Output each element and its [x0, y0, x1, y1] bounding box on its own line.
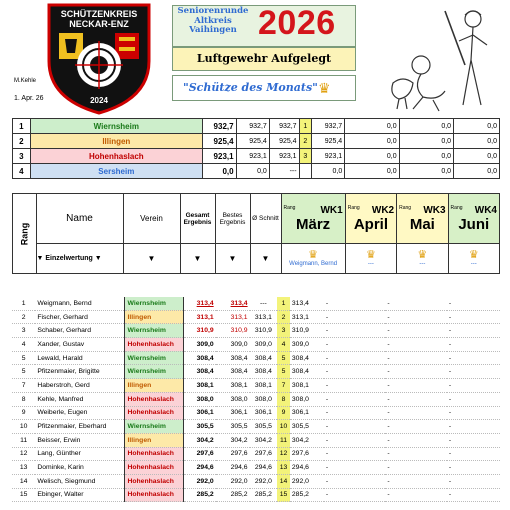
wk2-cell: - — [324, 406, 386, 420]
shooter-name: Ebinger, Walter — [35, 488, 125, 502]
best-cell: 308,0 — [216, 392, 250, 406]
table-row — [12, 461, 500, 475]
total-cell: 304,2 — [183, 433, 215, 447]
wk-rank-cell: 2 — [277, 310, 290, 324]
team-best: 923,1 — [236, 149, 269, 164]
title-line-3: Vaihingen — [189, 25, 237, 35]
best-cell: 306,1 — [216, 406, 250, 420]
year-label: 2026 — [258, 4, 336, 42]
wk-rank-cell: 11 — [277, 433, 290, 447]
wk2-cell: - — [324, 420, 386, 434]
shooter-name: Lewald, Harald — [35, 351, 125, 365]
table-row — [12, 351, 500, 365]
wk-rang-label: Rang — [347, 204, 360, 211]
avg-cell: 308,4 — [250, 365, 278, 379]
shooter-name: Schaber, Gerhard — [35, 324, 125, 338]
shooter-name: Lang, Günther — [35, 447, 125, 461]
club-cell: Hohenhaslach — [125, 392, 183, 406]
wk1-cell: 304,2 — [290, 433, 324, 447]
wk-winner-name: --- — [419, 260, 426, 267]
team-name: Illingen — [30, 134, 202, 149]
best-cell: 313,4 — [216, 297, 250, 310]
wk3-cell: - — [385, 310, 447, 324]
club-cell: Wiernsheim — [125, 297, 183, 310]
team-rank: 2 — [13, 134, 31, 149]
total-cell: 308,0 — [183, 392, 215, 406]
wk4-cell: - — [447, 447, 500, 461]
table-row — [12, 488, 500, 502]
team-best: 925,4 — [236, 134, 269, 149]
avg-cell: 285,2 — [250, 488, 278, 502]
gesamt-sort-arrow[interactable]: ▼ — [180, 244, 215, 274]
club-cell: Wiernsheim — [125, 324, 183, 338]
crown-icon: ♛ — [318, 80, 331, 96]
avg-cell: 294,6 — [250, 461, 278, 475]
best-cell: 297,6 — [216, 447, 250, 461]
total-cell: 285,2 — [183, 488, 215, 502]
logo-year: 2024 — [90, 96, 108, 105]
wk2-cell: - — [324, 488, 386, 502]
wk-rank-cell: 15 — [277, 488, 290, 502]
team-total: 925,4 — [203, 134, 237, 149]
bestes-header: Bestes Ergebnis — [215, 194, 250, 244]
bestes-sort-arrow[interactable]: ▼ — [215, 244, 250, 274]
wk4-winner — [448, 244, 499, 274]
table-row — [12, 447, 500, 461]
wk4-cell: - — [447, 474, 500, 488]
wk1-cell: 292,0 — [290, 474, 324, 488]
wk-rank-cell: 8 — [277, 392, 290, 406]
best-cell: 310,9 — [216, 324, 250, 338]
total-cell: 313,4 — [183, 297, 215, 310]
seniors-illustration — [383, 5, 503, 115]
shooter-name: Pfitzenmaier, Eberhard — [35, 420, 125, 434]
wk1-cell: 313,1 — [290, 310, 324, 324]
table-row — [12, 433, 500, 447]
table-row — [12, 365, 500, 379]
wk3-cell: - — [385, 297, 447, 310]
wk-month: Juni — [458, 215, 490, 233]
table-row — [12, 420, 500, 434]
crown-icon: ♛ — [417, 248, 428, 261]
team-rank: 4 — [13, 164, 31, 179]
avg-cell: --- — [250, 297, 278, 310]
table-row — [12, 324, 500, 338]
club-cell: Hohenhaslach — [125, 474, 183, 488]
avg-cell: 308,0 — [250, 392, 278, 406]
avg-cell: 304,2 — [250, 433, 278, 447]
wk4-cell: - — [447, 433, 500, 447]
individual-header — [12, 193, 500, 274]
wk1-header — [281, 194, 345, 244]
team-rank: 1 — [13, 119, 31, 134]
total-cell: 305,5 — [183, 420, 215, 434]
club-cell: Wiernsheim — [125, 351, 183, 365]
team-wk1: 932,7 — [312, 119, 345, 134]
wk4-cell: - — [447, 488, 500, 502]
best-cell: 304,2 — [216, 433, 250, 447]
rank-cell: 3 — [12, 324, 35, 338]
table-row — [12, 392, 500, 406]
date-label: 1. Apr. 26 — [14, 95, 44, 102]
discipline-label: Luftgewehr Aufgelegt — [196, 52, 332, 65]
wk4-cell: - — [447, 351, 500, 365]
author-label: M.Kehle — [14, 78, 37, 84]
rank-cell: 8 — [12, 392, 35, 406]
avg-cell: 297,6 — [250, 447, 278, 461]
wk4-cell: - — [447, 324, 500, 338]
crown-icon: ♛ — [308, 248, 319, 261]
shooter-name: Welisch, Siegmund — [35, 474, 125, 488]
table-row — [12, 379, 500, 393]
avg-cell: 306,1 — [250, 406, 278, 420]
wk2-cell: - — [324, 297, 386, 310]
team-avg: --- — [269, 164, 299, 179]
title-line-1: Seniorenrunde — [177, 6, 249, 16]
club-cell: Illingen — [125, 310, 183, 324]
wk2-cell: - — [324, 433, 386, 447]
shooter-name: Xander, Gustav — [35, 338, 125, 352]
wk-rang-label: Rang — [450, 204, 463, 211]
rank-cell: 5 — [12, 365, 35, 379]
avg-cell: 310,9 — [250, 324, 278, 338]
team-wk2: 0,0 — [345, 149, 399, 164]
team-avg: 923,1 — [269, 149, 299, 164]
rank-cell: 9 — [12, 406, 35, 420]
team-wk-rank: 3 — [299, 149, 311, 164]
rank-cell: 15 — [12, 488, 35, 502]
wk3-cell: - — [385, 365, 447, 379]
rank-cell: 4 — [12, 338, 35, 352]
table-row — [12, 406, 500, 420]
wk2-cell: - — [324, 392, 386, 406]
table-row — [12, 310, 500, 324]
total-cell: 308,1 — [183, 379, 215, 393]
wk-month: April — [353, 215, 388, 233]
wk1-cell: 308,4 — [290, 365, 324, 379]
best-cell: 294,6 — [216, 461, 250, 475]
wk3-cell: - — [385, 324, 447, 338]
rank-cell: 2 — [12, 310, 35, 324]
wk4-cell: - — [447, 461, 500, 475]
wk2-cell: - — [324, 474, 386, 488]
avg-cell: 313,1 — [250, 310, 278, 324]
club-cell: Wiernsheim — [125, 420, 183, 434]
rang-header: Rang — [13, 194, 37, 274]
team-standings-table — [12, 118, 500, 179]
best-cell: 285,2 — [216, 488, 250, 502]
total-cell: 308,4 — [183, 351, 215, 365]
team-name: Sersheim — [30, 164, 202, 179]
wk-rank-cell: 10 — [277, 420, 290, 434]
team-wk4: 0,0 — [454, 119, 500, 134]
verein-header: Verein — [123, 194, 180, 244]
club-cell: Wiernsheim — [125, 365, 183, 379]
wk3-cell: - — [385, 406, 447, 420]
schnitt-sort-arrow[interactable]: ▼ — [250, 244, 281, 274]
shooter-name: Kehle, Manfred — [35, 392, 125, 406]
avg-cell: 292,0 — [250, 474, 278, 488]
wk-label: WK1 — [320, 204, 343, 216]
wk4-cell: - — [447, 379, 500, 393]
wk-rank-cell: 7 — [277, 379, 290, 393]
rank-cell: 14 — [12, 474, 35, 488]
team-name: Hohenhaslach — [30, 149, 202, 164]
avg-cell: 309,0 — [250, 338, 278, 352]
crown-icon: ♛ — [365, 248, 376, 261]
table-row — [12, 338, 500, 352]
wk-rang-label: Rang — [283, 204, 296, 211]
club-logo — [45, 3, 153, 115]
avg-cell: 308,1 — [250, 379, 278, 393]
best-cell: 313,1 — [216, 310, 250, 324]
wk-month: Mai — [409, 215, 435, 233]
best-cell: 308,1 — [216, 379, 250, 393]
wk4-cell: - — [447, 420, 500, 434]
wk3-header — [397, 194, 448, 244]
wk1-winner — [281, 244, 345, 274]
wk-winner-name: --- — [470, 260, 477, 267]
avg-cell: 305,5 — [250, 420, 278, 434]
wk3-cell: - — [385, 461, 447, 475]
logo-text-mid: NECKAR-ENZ — [69, 19, 129, 29]
team-row — [13, 119, 500, 134]
wk3-cell: - — [385, 420, 447, 434]
shooter-name: Weiberle, Eugen — [35, 406, 125, 420]
wk1-cell: 308,4 — [290, 351, 324, 365]
wk4-cell: - — [447, 365, 500, 379]
wk-rank-cell: 14 — [277, 474, 290, 488]
best-cell: 292,0 — [216, 474, 250, 488]
best-cell: 305,5 — [216, 420, 250, 434]
crown-icon: ♛ — [468, 248, 479, 261]
individual-standings-table — [12, 297, 500, 502]
title-text — [177, 7, 249, 36]
wk2-cell: - — [324, 365, 386, 379]
team-rank: 3 — [13, 149, 31, 164]
shooter-name: Weigmann, Bernd — [35, 297, 125, 310]
wk2-cell: - — [324, 310, 386, 324]
total-cell: 308,4 — [183, 365, 215, 379]
club-cell: Hohenhaslach — [125, 338, 183, 352]
club-cell: Hohenhaslach — [125, 447, 183, 461]
wk-rank-cell: 4 — [277, 338, 290, 352]
team-wk3: 0,0 — [399, 164, 453, 179]
team-wk2: 0,0 — [345, 164, 399, 179]
wk4-cell: - — [447, 310, 500, 324]
team-wk4: 0,0 — [454, 134, 500, 149]
shooter-name: Pfitzenmaier, Brigitte — [35, 365, 125, 379]
wk1-cell: 285,2 — [290, 488, 324, 502]
wk1-cell: 308,1 — [290, 379, 324, 393]
einzelwertung-label: ▼ Einzelwertung ▼ — [36, 244, 123, 274]
team-avg: 925,4 — [269, 134, 299, 149]
rank-cell: 13 — [12, 461, 35, 475]
wk3-cell: - — [385, 488, 447, 502]
team-row — [13, 164, 500, 179]
team-wk1: 0,0 — [312, 164, 345, 179]
shooter-name: Dominke, Karin — [35, 461, 125, 475]
team-wk2: 0,0 — [345, 134, 399, 149]
table-row — [12, 297, 500, 310]
logo-text-top: SCHÜTZENKREIS — [60, 9, 138, 19]
best-cell: 308,4 — [216, 365, 250, 379]
team-wk-rank — [299, 164, 311, 179]
rank-cell: 1 — [12, 297, 35, 310]
shooter-name: Beisser, Erwin — [35, 433, 125, 447]
team-best: 932,7 — [236, 119, 269, 134]
wk4-cell: - — [447, 338, 500, 352]
wk4-cell: - — [447, 297, 500, 310]
total-cell: 306,1 — [183, 406, 215, 420]
wk3-winner — [397, 244, 448, 274]
wk-rank-cell: 9 — [277, 406, 290, 420]
wk3-cell: - — [385, 474, 447, 488]
total-cell: 292,0 — [183, 474, 215, 488]
wk3-cell: - — [385, 351, 447, 365]
club-cell: Hohenhaslach — [125, 461, 183, 475]
team-name: Wiernsheim — [30, 119, 202, 134]
club-cell: Illingen — [125, 433, 183, 447]
wk2-header — [345, 194, 396, 244]
wk1-cell: 309,0 — [290, 338, 324, 352]
total-cell: 309,0 — [183, 338, 215, 352]
shooter-of-month-label: "Schütze des Monats" — [183, 81, 318, 94]
team-wk2: 0,0 — [345, 119, 399, 134]
rank-cell: 12 — [12, 447, 35, 461]
team-wk3: 0,0 — [399, 149, 453, 164]
schnitt-header: Ø Schnitt — [250, 194, 281, 244]
wk1-cell: 306,1 — [290, 406, 324, 420]
wk-label: WK2 — [371, 204, 395, 216]
total-cell: 313,1 — [183, 310, 215, 324]
wk3-cell: - — [385, 447, 447, 461]
wk1-cell: 313,4 — [290, 297, 324, 310]
team-total: 0,0 — [203, 164, 237, 179]
verein-sort-arrow[interactable]: ▼ — [123, 244, 180, 274]
title-line-2: Altkreis — [194, 15, 232, 26]
wk3-cell: - — [385, 392, 447, 406]
best-cell: 309,0 — [216, 338, 250, 352]
wk1-cell: 305,5 — [290, 420, 324, 434]
team-total: 932,7 — [203, 119, 237, 134]
table-row — [12, 474, 500, 488]
shooter-name: Fischer, Gerhard — [35, 310, 125, 324]
avg-cell: 308,4 — [250, 351, 278, 365]
team-wk-rank: 1 — [299, 119, 311, 134]
wk2-cell: - — [324, 338, 386, 352]
shooter-name: Haberstroh, Gerd — [35, 379, 125, 393]
team-avg: 932,7 — [269, 119, 299, 134]
gesamt-header: Gesamt Ergebnis — [180, 194, 215, 244]
name-header: Name — [36, 194, 123, 244]
club-cell: Hohenhaslach — [125, 406, 183, 420]
wk3-cell: - — [385, 433, 447, 447]
wk2-cell: - — [324, 447, 386, 461]
team-wk1: 925,4 — [312, 134, 345, 149]
team-wk4: 0,0 — [454, 164, 500, 179]
team-wk-rank: 2 — [299, 134, 311, 149]
club-cell: Hohenhaslach — [125, 488, 183, 502]
wk2-winner — [345, 244, 396, 274]
wk2-cell: - — [324, 324, 386, 338]
team-row — [13, 149, 500, 164]
wk-month: März — [296, 215, 331, 233]
wk2-cell: - — [324, 379, 386, 393]
best-cell: 308,4 — [216, 351, 250, 365]
wk4-cell: - — [447, 406, 500, 420]
wk4-header — [448, 194, 499, 244]
wk-rank-cell: 5 — [277, 365, 290, 379]
wk-rank-cell: 12 — [277, 447, 290, 461]
wk-label: WK4 — [474, 204, 497, 216]
wk-rank-cell: 1 — [277, 297, 290, 310]
wk-rank-cell: 13 — [277, 461, 290, 475]
team-total: 923,1 — [203, 149, 237, 164]
wk2-cell: - — [324, 351, 386, 365]
wk-winner-name: Weigmann, Bernd — [289, 260, 338, 267]
total-cell: 297,6 — [183, 447, 215, 461]
rank-cell: 10 — [12, 420, 35, 434]
wk-winner-name: --- — [367, 260, 374, 267]
team-wk4: 0,0 — [454, 149, 500, 164]
wk1-cell: 294,6 — [290, 461, 324, 475]
wk-rank-cell: 5 — [277, 351, 290, 365]
wk2-cell: - — [324, 461, 386, 475]
wk-rank-cell: 3 — [277, 324, 290, 338]
team-wk3: 0,0 — [399, 119, 453, 134]
club-cell: Illingen — [125, 379, 183, 393]
team-best: 0,0 — [236, 164, 269, 179]
rank-cell: 11 — [12, 433, 35, 447]
wk-label: WK3 — [423, 204, 446, 216]
rank-cell: 5 — [12, 351, 35, 365]
total-cell: 294,6 — [183, 461, 215, 475]
team-wk1: 923,1 — [312, 149, 345, 164]
team-wk3: 0,0 — [399, 134, 453, 149]
wk3-cell: - — [385, 379, 447, 393]
team-row — [13, 134, 500, 149]
wk4-cell: - — [447, 392, 500, 406]
wk1-cell: 310,9 — [290, 324, 324, 338]
wk1-cell: 308,0 — [290, 392, 324, 406]
wk3-cell: - — [385, 338, 447, 352]
total-cell: 310,9 — [183, 324, 215, 338]
wk1-cell: 297,6 — [290, 447, 324, 461]
wk-rang-label: Rang — [399, 204, 412, 211]
rank-cell: 7 — [12, 379, 35, 393]
